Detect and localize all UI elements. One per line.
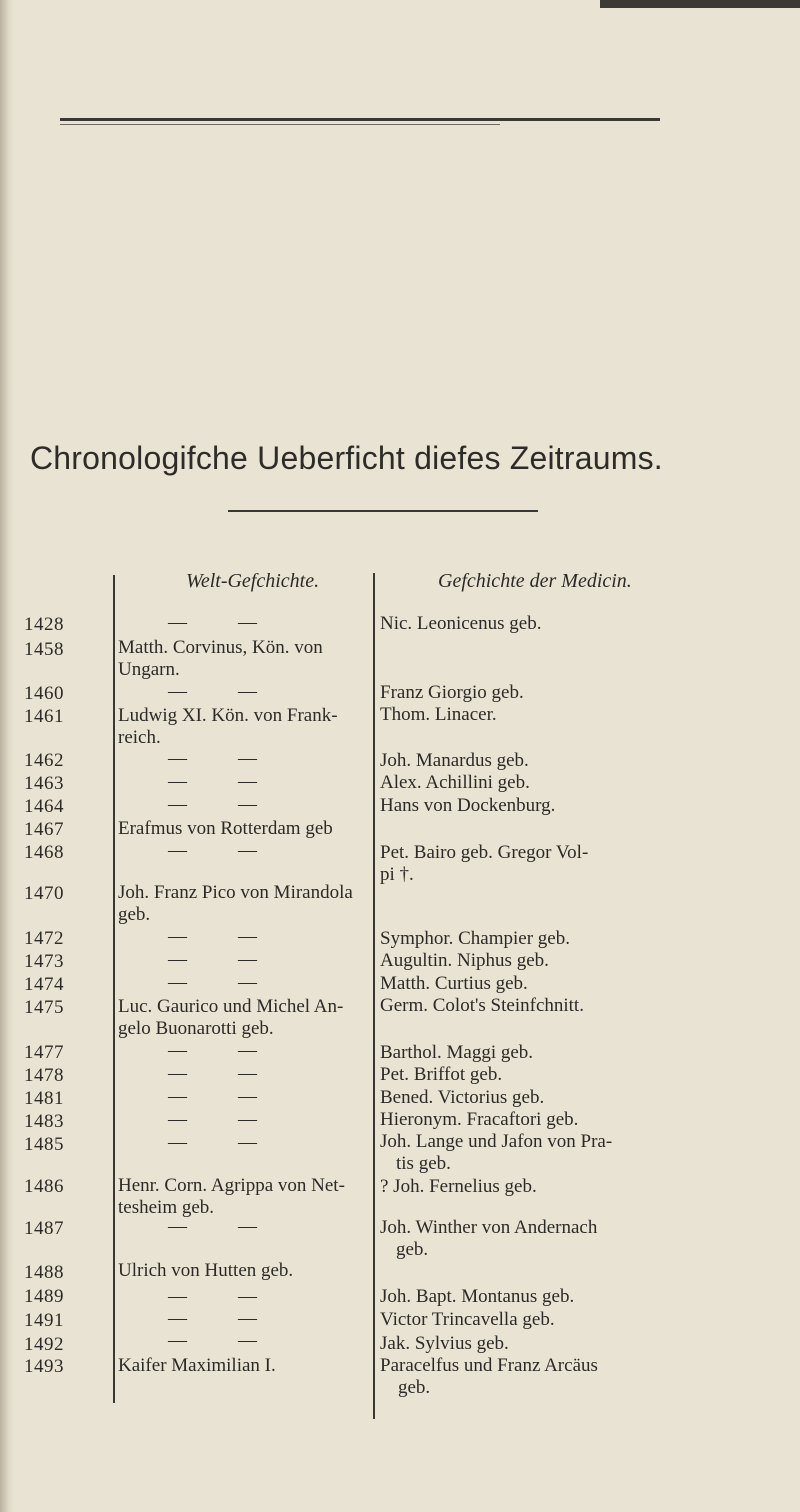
column-divider-medicine	[373, 573, 375, 1419]
year-label: 1486	[24, 1176, 64, 1197]
column-header-world-history: Welt-Gefchichte.	[186, 570, 320, 592]
world-entry: Joh. Franz Pico von Mirandola	[118, 882, 353, 903]
ditto-mark: —	[238, 612, 257, 633]
world-entry: Ulrich von Hutten geb.	[118, 1260, 294, 1281]
year-label: 1464	[24, 796, 64, 817]
world-entry: Henr. Corn. Agrippa von Net-	[118, 1175, 345, 1196]
year-label: 1485	[24, 1134, 64, 1155]
medicine-entry: geb.	[396, 1239, 429, 1260]
medicine-entry: pi †.	[380, 864, 414, 885]
medicine-entry: Hans von Dockenburg.	[380, 795, 556, 816]
year-label: 1474	[24, 974, 64, 995]
medicine-entry: Joh. Manardus geb.	[380, 750, 529, 771]
ditto-mark: —	[238, 972, 257, 993]
medicine-entry: Bened. Victorius geb.	[380, 1087, 545, 1108]
world-entry: tesheim geb.	[118, 1197, 215, 1218]
page-title: Chronologifche Ueberficht diefes Zeitraums.	[30, 440, 663, 476]
year-label: 1468	[24, 842, 64, 863]
medicine-entry: Matth. Curtius geb.	[380, 973, 528, 994]
medicine-entry: ? Joh. Fernelius geb.	[380, 1176, 537, 1197]
ditto-mark: —	[238, 1109, 257, 1130]
ditto-mark: —	[168, 1286, 187, 1307]
world-entry: reich.	[118, 727, 161, 748]
world-entry: Ludwig XI. Kön. von Frank-	[118, 705, 338, 726]
year-label: 1473	[24, 951, 64, 972]
ditto-mark: —	[238, 1086, 257, 1107]
ditto-mark: —	[238, 681, 257, 702]
medicine-entry: Augultin. Niphus geb.	[380, 950, 549, 971]
year-label: 1463	[24, 773, 64, 794]
ditto-mark: —	[168, 926, 187, 947]
page-binding-shadow	[0, 0, 14, 1512]
ditto-mark: —	[168, 1132, 187, 1153]
ditto-mark: —	[168, 1086, 187, 1107]
ditto-mark: —	[238, 1063, 257, 1084]
medicine-entry: geb.	[398, 1377, 431, 1398]
world-entry: Luc. Gaurico und Michel An-	[118, 996, 344, 1017]
medicine-entry: Joh. Lange und Jafon von Pra-	[380, 1131, 613, 1152]
year-label: 1462	[24, 750, 64, 771]
world-entry: Kaifer Maximilian I.	[118, 1355, 276, 1376]
ditto-mark: —	[238, 1330, 257, 1351]
title-underline	[228, 510, 538, 512]
ditto-mark: —	[168, 1109, 187, 1130]
ditto-mark: —	[238, 1132, 257, 1153]
ditto-mark: —	[238, 840, 257, 861]
ditto-mark: —	[168, 1216, 187, 1237]
ditto-mark: —	[238, 1216, 257, 1237]
ditto-mark: —	[168, 1040, 187, 1061]
ditto-mark: —	[238, 794, 257, 815]
medicine-entry: Joh. Bapt. Montanus geb.	[380, 1286, 575, 1307]
year-label: 1488	[24, 1262, 64, 1283]
page-top-edge	[600, 0, 800, 8]
medicine-entry: Pet. Bairo geb. Gregor Vol-	[380, 842, 589, 863]
year-label: 1492	[24, 1334, 64, 1355]
medicine-entry: Germ. Colot's Steinfchnitt.	[380, 995, 584, 1016]
medicine-entry: Thom. Linacer.	[380, 704, 497, 725]
year-label: 1489	[24, 1286, 64, 1307]
ditto-mark: —	[238, 949, 257, 970]
top-rule	[60, 118, 660, 121]
ditto-mark: —	[168, 612, 187, 633]
world-entry: Ungarn.	[118, 659, 180, 680]
year-label: 1477	[24, 1042, 64, 1063]
year-label: 1483	[24, 1111, 64, 1132]
medicine-entry: Franz Giorgio geb.	[380, 682, 524, 703]
ditto-mark: —	[238, 748, 257, 769]
year-label: 1472	[24, 928, 64, 949]
ditto-mark: —	[238, 1308, 257, 1329]
column-divider-years	[113, 575, 115, 1403]
ditto-mark: —	[168, 1330, 187, 1351]
ditto-mark: —	[168, 1308, 187, 1329]
top-rule-thin	[60, 124, 500, 125]
column-header-medicine-history: Gefchichte der Medicin.	[438, 570, 632, 592]
ditto-mark: —	[168, 771, 187, 792]
year-label: 1470	[24, 883, 64, 904]
year-label: 1493	[24, 1356, 64, 1377]
medicine-entry: Pet. Briffot geb.	[380, 1064, 503, 1085]
ditto-mark: —	[168, 794, 187, 815]
ditto-mark: —	[168, 949, 187, 970]
medicine-entry: Hieronym. Fracaftori geb.	[380, 1109, 579, 1130]
ditto-mark: —	[168, 681, 187, 702]
medicine-entry: Paracelfus und Franz Arcäus	[380, 1355, 598, 1376]
year-label: 1460	[24, 683, 64, 704]
medicine-entry: Nic. Leonicenus geb.	[380, 613, 542, 634]
world-entry: Erafmus von Rotterdam geb	[118, 818, 333, 839]
year-label: 1467	[24, 819, 64, 840]
medicine-entry: Joh. Winther von Andernach	[380, 1217, 598, 1238]
year-label: 1478	[24, 1065, 64, 1086]
medicine-entry: Alex. Achillini geb.	[380, 772, 530, 793]
world-entry: gelo Buonarotti geb.	[118, 1018, 274, 1039]
medicine-entry: Victor Trincavella geb.	[380, 1309, 555, 1330]
medicine-entry: tis geb.	[396, 1153, 451, 1174]
medicine-entry: Barthol. Maggi geb.	[380, 1042, 534, 1063]
year-label: 1428	[24, 614, 64, 635]
year-label: 1458	[24, 639, 64, 660]
world-entry: Matth. Corvinus, Kön. von	[118, 637, 323, 658]
medicine-entry: Jak. Sylvius geb.	[380, 1333, 509, 1354]
year-label: 1487	[24, 1218, 64, 1239]
year-label: 1481	[24, 1088, 64, 1109]
ditto-mark: —	[238, 771, 257, 792]
ditto-mark: —	[168, 1063, 187, 1084]
ditto-mark: —	[238, 1286, 257, 1307]
world-entry: geb.	[118, 904, 151, 925]
ditto-mark: —	[168, 748, 187, 769]
ditto-mark: —	[238, 926, 257, 947]
ditto-mark: —	[168, 840, 187, 861]
year-label: 1491	[24, 1310, 64, 1331]
ditto-mark: —	[238, 1040, 257, 1061]
year-label: 1475	[24, 997, 64, 1018]
year-label: 1461	[24, 706, 64, 727]
medicine-entry: Symphor. Champier geb.	[380, 928, 570, 949]
ditto-mark: —	[168, 972, 187, 993]
